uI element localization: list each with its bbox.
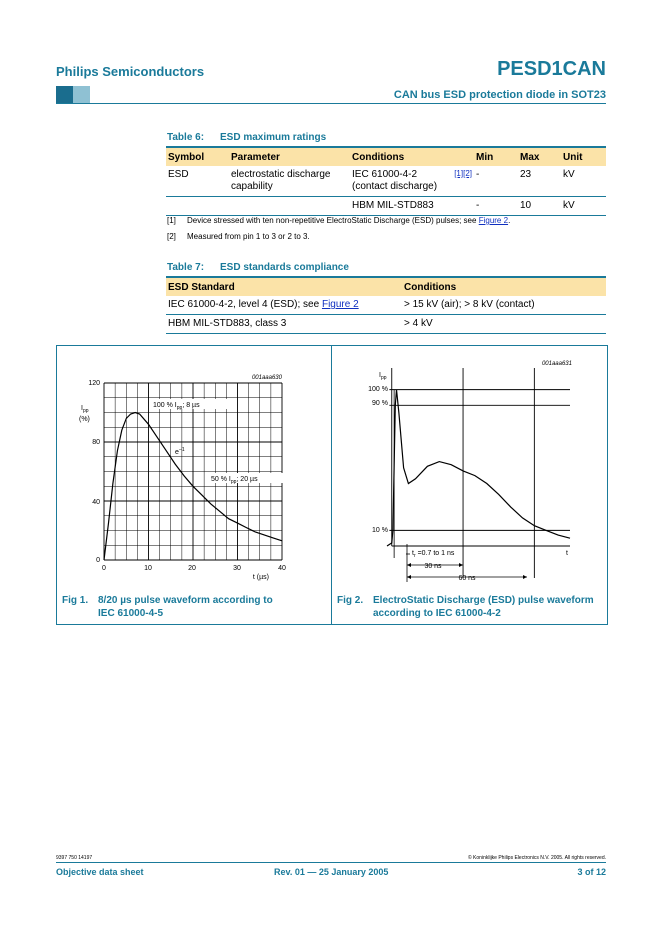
arrowhead: [459, 563, 463, 567]
table7-standard: HBM MIL-STD883, class 3: [168, 318, 287, 329]
table7-standard-text: IEC 61000-4-2, level 4 (ESD); see: [168, 299, 320, 310]
table7-conditions: > 15 kV (air); > 8 kV (contact): [402, 296, 606, 315]
footnote-1-number: [1]: [167, 216, 176, 225]
footnote-2-number: [2]: [167, 232, 176, 241]
figure2-link[interactable]: Figure 2: [321, 299, 359, 310]
fig1-xtick: 20: [188, 565, 196, 572]
fig1-xtick: 0: [102, 565, 106, 572]
fig2-chart: [332, 346, 606, 586]
fig1-ann-e: $e^{-1}$: [175, 447, 185, 456]
table6-parameter-line2: capability: [231, 181, 273, 192]
footer-rule: [56, 862, 606, 863]
table7-col-conditions: Conditions: [402, 277, 606, 296]
table7-col-standard: ESD Standard: [166, 277, 402, 296]
table6-col-min: Min: [474, 147, 518, 166]
fig1-ytick: 80: [92, 439, 100, 446]
table6-refs: [454, 168, 472, 180]
figure2-link[interactable]: Figure 2: [478, 216, 509, 225]
fig2-caption-label: Fig 2.: [337, 595, 364, 606]
table7-label: Table 7:: [167, 262, 205, 273]
footnote-ref-1[interactable]: [1]: [454, 169, 464, 178]
fig2-tr-label: $t_r =0.7$ to 1 ns: [412, 550, 455, 559]
fig2-y90: 90 %: [372, 400, 388, 407]
fig2-60ns: 60 ns: [458, 575, 476, 582]
arrowhead: [523, 575, 527, 579]
document-number: 9397 750 14197: [56, 855, 93, 861]
table7-standard: [166, 296, 402, 315]
table6-title: ESD maximum ratings: [220, 132, 327, 143]
fig1-ylabel: $I_{pp}$: [81, 405, 89, 414]
fig1-caption: [62, 594, 273, 620]
table-row: [166, 166, 606, 197]
fig2-curve: [387, 390, 570, 546]
fig1-grid: [104, 383, 282, 560]
fig1-chart: [57, 346, 330, 586]
fig2-30ns: 30 ns: [424, 563, 442, 570]
footnote-2-text: Measured from pin 1 to 3 or 2 to 3.: [187, 232, 310, 241]
table7-title: ESD standards compliance: [220, 262, 349, 273]
footer-page: 3 of 12: [577, 867, 606, 877]
table6-col-parameter: Parameter: [229, 147, 350, 166]
fig1-ann-peak: 100 % $I_{pp}$; 8 µs: [153, 402, 200, 411]
table6-parameter: [229, 166, 350, 197]
arrowhead: [407, 575, 411, 579]
table6: [166, 146, 606, 216]
fig1-ytick: 0: [96, 557, 100, 564]
fig1-xtick: 40: [278, 565, 286, 572]
product-title: PESD1CAN: [497, 58, 606, 80]
table7-conditions: > 4 kV: [404, 318, 433, 329]
table7-header-row: [166, 277, 606, 296]
table7-caption: [167, 262, 349, 273]
company-name: Philips Semiconductors: [56, 64, 205, 79]
table6-conditions: HBM MIL-STD883: [352, 200, 434, 211]
product-subtitle: CAN bus ESD protection diode in SOT23: [393, 89, 606, 101]
fig2-y10: 10 %: [372, 527, 388, 534]
table6-caption: [167, 132, 326, 143]
table-row: [166, 197, 606, 216]
table6-max: 23: [518, 166, 561, 197]
arrowhead: [407, 563, 411, 567]
table6-col-symbol: Symbol: [166, 147, 229, 166]
table-row: [166, 296, 606, 315]
table6-col-conditions: Conditions: [350, 147, 474, 166]
fig1-caption-line1: 8/20 µs pulse waveform according to: [98, 595, 273, 606]
table6-header-row: [166, 147, 606, 166]
fig1-code: 001aaa630: [251, 375, 282, 381]
fig2-caption-line1: ElectroStatic Discharge (ESD) pulse waveform: [373, 595, 594, 606]
header-rule: [56, 103, 606, 104]
footnote-1: [167, 216, 510, 225]
table6-min: -: [474, 166, 518, 197]
footnote-2: [167, 232, 310, 241]
fig1-ylabel-unit: (%): [79, 416, 90, 423]
table6-max: 10: [520, 200, 532, 211]
footnote-1-text: Device stressed with ten non-repetitive ElectroStatic Discharge (ESD) pulses; see: [187, 216, 477, 225]
fig1-xtick: 10: [144, 565, 152, 572]
table6-conditions-line2: (contact discharge): [352, 181, 438, 192]
footnote-ref-2[interactable]: [2]: [463, 169, 472, 178]
table6-unit: kV: [563, 200, 575, 211]
fig2-y100: 100 %: [368, 386, 388, 393]
footer-doctype: Objective data sheet: [56, 867, 144, 877]
footnote-1-end: .: [508, 216, 511, 225]
brand-square-dark: [56, 86, 73, 103]
table7: [166, 276, 606, 334]
table6-unit: kV: [561, 166, 606, 197]
fig2-caption: [337, 594, 594, 620]
fig1-ytick: 40: [92, 499, 100, 506]
fig2-grid: [389, 368, 570, 578]
fig1-caption-label: Fig 1.: [62, 595, 89, 606]
table6-conditions-line1: IEC 61000-4-2: [352, 169, 418, 180]
fig1-ytick: 120: [88, 380, 100, 387]
fig1-caption-line2: IEC 61000-4-5: [98, 608, 164, 619]
fig1-xlabel: t (µs): [252, 574, 269, 581]
fig1-ann-half: 50 % $I_{pp}$; 20 µs: [211, 476, 258, 485]
fig2-tlabel: t: [566, 550, 568, 557]
table6-conditions: [350, 166, 474, 197]
copyright: © Koninklijke Philips Electronics N.V. 2005. All rights reserved.: [467, 855, 606, 861]
fig2-code: 001aaa631: [541, 361, 572, 367]
brand-square-light: [73, 86, 90, 103]
table6-symbol: ESD: [166, 166, 229, 197]
table6-parameter-line1: electrostatic discharge: [231, 169, 331, 180]
fig1-xtick: 30: [233, 565, 241, 572]
table-row: [166, 315, 606, 334]
table6-col-unit: Unit: [561, 147, 606, 166]
table6-col-max: Max: [518, 147, 561, 166]
fig2-ylabel: $I_{pp}$: [379, 372, 387, 381]
fig2-caption-line2: according to IEC 61000-4-2: [373, 608, 501, 619]
footer-revision: Rev. 01 — 25 January 2005: [274, 867, 389, 877]
table6-label: Table 6:: [167, 132, 205, 143]
table6-min: -: [476, 200, 480, 211]
